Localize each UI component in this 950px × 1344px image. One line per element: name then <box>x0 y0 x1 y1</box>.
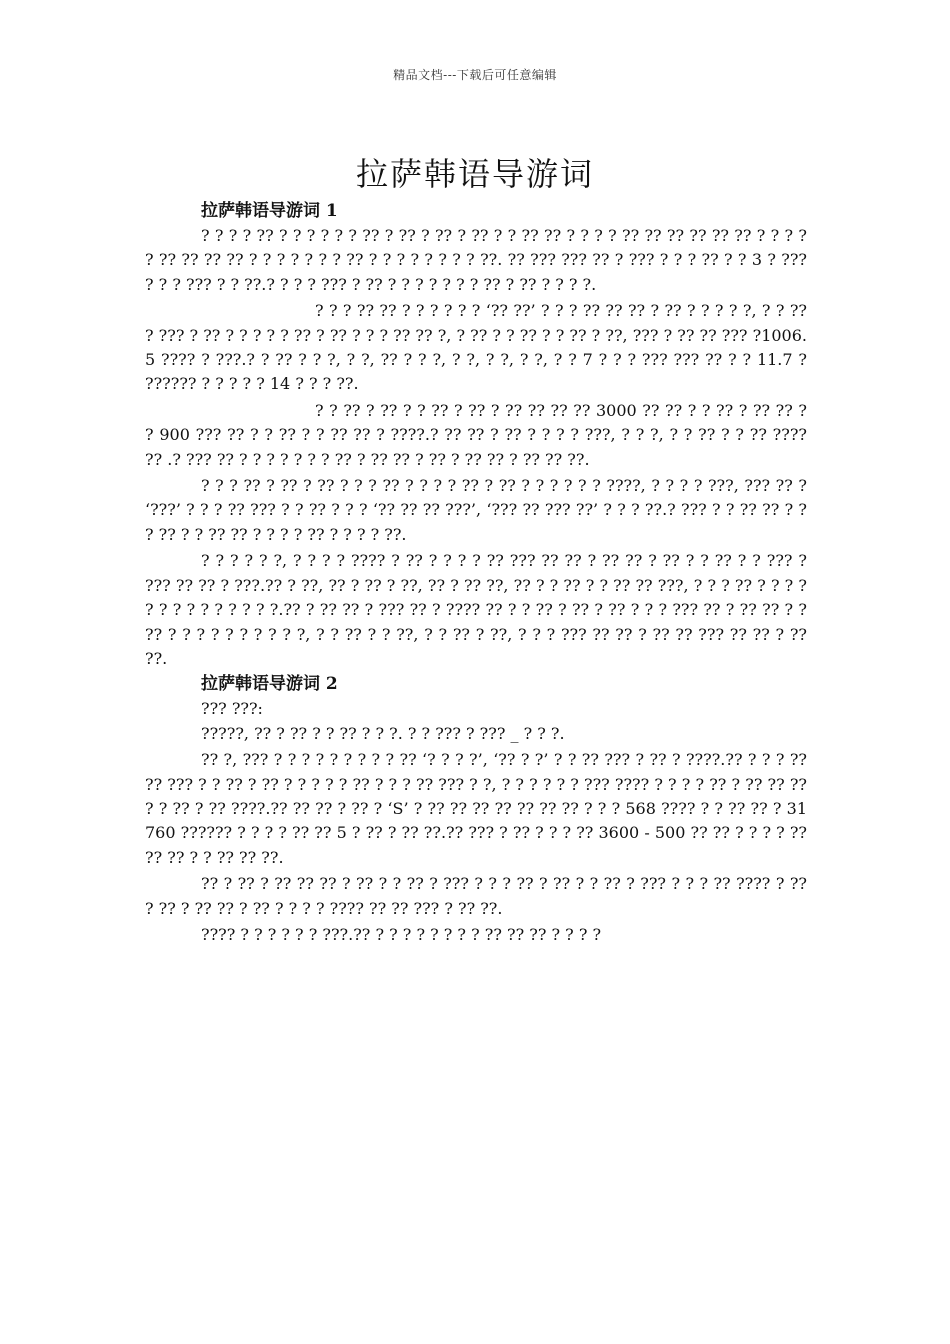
section-1-paragraph-3: ? ? ?? ? ?? ? ? ?? ? ?? ? ?? ?? ?? ?? 3000 ?? ?? ? ? ?? ? ?? ?? ? ? 900 ??? ?? ? ? ?? ? ? ?? ?? ? ????.? ?? ?? ? ?? ? ? ? ? ???, ? ? ?, ? ? ?? ? ? ?? ???? ?? .? ??? ?? ? ? ? ? ? ? ? ?? ? ?? ?? ? ?? ? ?? ?? ? ?? ?? ??. <box>145 400 807 469</box>
document-title: 拉萨韩语导游词 <box>355 155 594 194</box>
section-2-paragraph-3: ?? ? ?? ? ?? ?? ?? ? ?? ? ? ?? ? ??? ? ? ? ?? ? ?? ? ? ?? ? ??? ? ? ? ?? ???? ? ?? ? ?? ? ?? ?? ? ?? ? ? ? ? ???? ?? ?? ??? ? ?? ??. <box>145 874 807 918</box>
section-heading-2: 拉萨韩语导游词 2 <box>201 674 338 695</box>
section-1-paragraph-5: ? ? ? ? ? ?, ? ? ? ? ???? ? ?? ? ? ? ? ?? ??? ?? ?? ? ?? ?? ? ?? ? ? ?? ? ? ??? ? ??? ?? ?? ? ???.?? ? ??, ?? ? ?? ? ??, ?? ? ?? ??, ?? ? ? ?? ? ? ?? ?? ???, ? ? ? ?? ? ? ? ? ? ? ? ? ? ? ? ? ? ?.?? ? ?? ?? ? ??? ?? ? ???? ?? ? ? ?? ? ?? ? ?? ? ? ? ??? ?? ? ?? ?? ? ? ?? ? ? ? ? ? ? ? ? ? ?, ? ? ?? ? ? ??, ? ? ?? ? ??, ? ? ? ??? ?? ?? ? ?? ?? ??? ?? ?? ? ?? ??. <box>145 551 807 668</box>
section-2-paragraph-4: ???? ? ? ? ? ? ? ???.?? ? ? ? ? ? ? ? ? ?? ?? ?? ? ? ? ? <box>201 924 602 944</box>
section-2-paragraph-1: ?????, ?? ? ?? ? ? ?? ? ? ?. ? ? ??? ? ??? _ ? ? ?. <box>201 723 565 743</box>
section-2-greeting: ??? ???: <box>201 699 263 719</box>
section-1-paragraph-4: ? ? ? ?? ? ?? ? ?? ? ? ? ?? ? ? ? ? ?? ? ?? ? ? ? ? ? ? ????, ? ? ? ? ???, ??? ?? ? ‘???’ ? ? ? ?? ??? ? ? ?? ? ? ? ‘?? ?? ?? ???’, ‘??? ?? ??? ??’ ? ? ? ??.? ??? ? ? ?? ?? ? ? ? ?? ? ? ?? ?? ? ? ? ? ?? ? ? ? ? ??. <box>145 476 807 544</box>
header-note: 精品文档---下载后可任意编辑 <box>393 68 557 82</box>
section-2-paragraph-2: ?? ?, ??? ? ? ? ? ? ? ? ? ? ?? ‘? ? ? ?’, ‘?? ? ?’ ? ? ?? ??? ? ?? ? ????.?? ? ? ? ?? ?? ??? ? ? ?? ? ?? ? ? ? ? ? ?? ? ? ? ?? ??? ? ?, ? ? ? ? ? ? ??? ???? ? ? ? ? ?? ? ?? ?? ?? ? ? ?? ? ?? ????.?? ?? ?? ? ?? ? ‘S’ ? ?? ?? ?? ?? ?? ?? ?? ? ? ? 568 ???? ? ? ?? ?? ? 31760 ?????? ? ? ? ? ?? ?? 5 ? ?? ? ?? ??.?? ??? ? ?? ? ? ? ?? 3600 - 500 ?? ?? ? ? ? ? ?? ?? ?? ? ? ?? ?? ??. <box>145 750 807 867</box>
document-body <box>145 198 807 947</box>
section-1-paragraph-2: ? ? ? ?? ?? ? ? ? ? ? ? ‘?? ??’ ? ? ? ?? ?? ?? ? ?? ? ? ? ? ?, ? ? ?? ? ??? ? ?? ? ? ? ? ? ?? ? ?? ? ? ? ?? ?? ?, ? ?? ? ? ?? ? ? ?? ? ??, ??? ? ?? ?? ??? ?1006.5 ???? ? ???.? ? ?? ? ? ?, ? ?, ?? ? ? ?, ? ?, ? ?, ? ?, ? ? 7 ? ? ? ??? ??? ?? ? ? 11.7 ? ?????? ? ? ? ? ? 14 ? ? ? ??. <box>145 301 807 394</box>
section-1-paragraph-1: ? ? ? ? ?? ? ? ? ? ? ? ?? ? ?? ? ?? ? ?? ? ? ?? ?? ? ? ? ? ?? ?? ?? ?? ?? ?? ? ? ? ? ? ?? ?? ?? ?? ? ? ? ? ? ? ? ?? ? ? ? ? ? ? ? ? ??. ?? ??? ??? ?? ? ??? ? ? ? ?? ? ? 3 ? ??? ? ? ? ??? ? ? ??.? ? ? ? ??? ? ?? ? ? ? ? ? ? ? ?? ? ?? ? ? ? ?. <box>145 226 807 294</box>
section-heading-1: 拉萨韩语导游词 1 <box>201 201 338 221</box>
